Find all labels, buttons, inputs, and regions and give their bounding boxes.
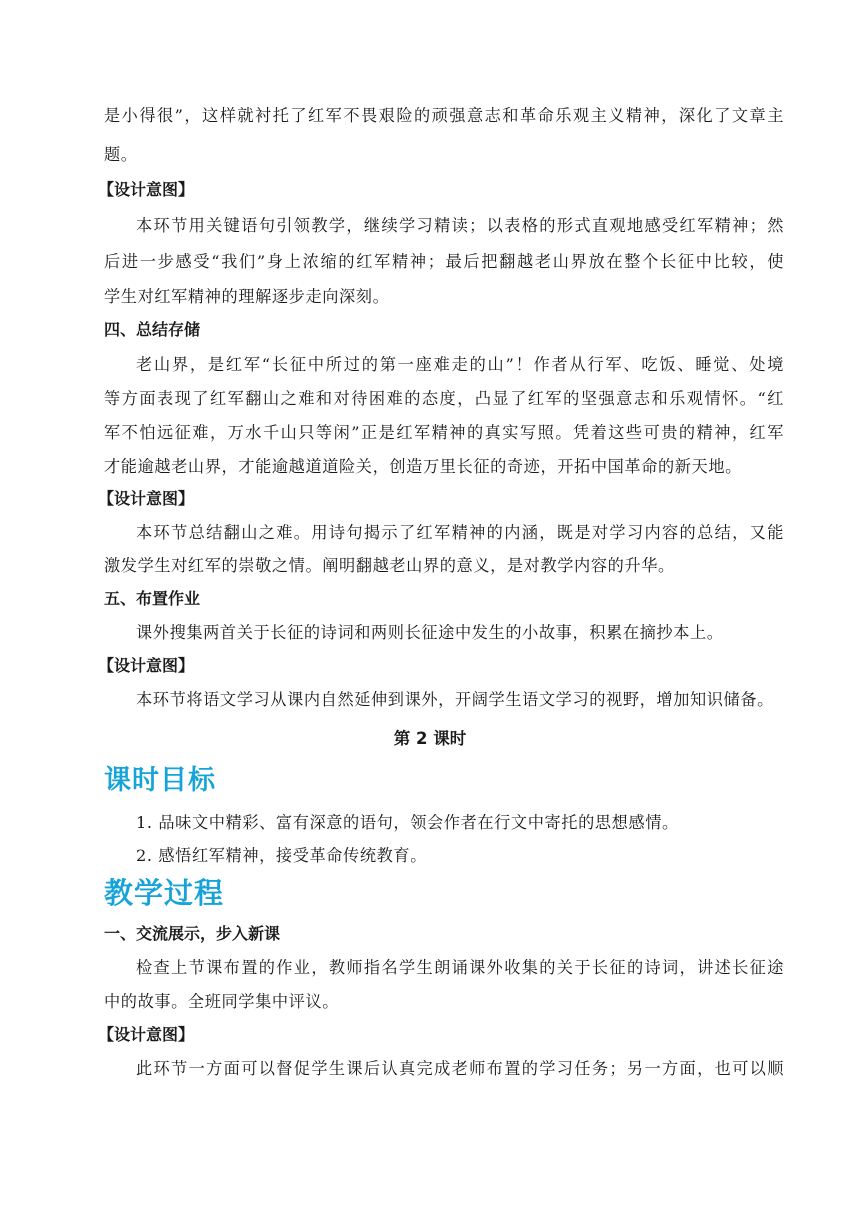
paragraph-line: 题。: [104, 145, 138, 164]
paragraph-line: 检查上节课布置的作业，教师指名学生朗诵课外收集的关于长征的诗词，讲述长征途: [136, 958, 784, 977]
paragraph-line: 老山界，是红军“长征中所过的第一座难走的山”！作者从行军、吃饭、睡觉、处境: [136, 355, 784, 374]
objectives-title: 课时目标: [104, 765, 216, 796]
design-intent-heading: 【设计意图】: [98, 1025, 195, 1044]
paragraph-line: 本环节总结翻山之难。用诗句揭示了红军精神的内涵，既是对学习内容的总结，又能: [136, 523, 784, 542]
design-intent-heading: 【设计意图】: [98, 656, 195, 675]
paragraph-line: 激发学生对红军的崇敬之情。阐明翻越老山界的意义，是对教学内容的升华。: [104, 556, 675, 575]
paragraph-line: 等方面表现了红军翻山之难和对待困难的态度，凸显了红军的坚强意志和乐观情怀。“红: [104, 389, 784, 408]
paragraph-line: 军不怕远征难，万水千山只等闲”正是红军精神的真实写照。凭着这些可贵的精神，红军: [104, 423, 784, 442]
paragraph-line: 本环节用关键语句引领教学，继续学习精读；以表格的形式直观地感受红军精神；然: [136, 216, 784, 235]
section-heading-summary: 四、总结存储: [104, 320, 201, 339]
paragraph-line: 是小得很”，这样就衬托了红军不畏艰险的顽强意志和革命乐观主义精神，深化了文章主: [104, 106, 784, 125]
design-intent-heading: 【设计意图】: [98, 489, 195, 508]
section-heading-intro: 一、交流展示，步入新课: [104, 924, 281, 943]
objective-item: 2. 感悟红军精神，接受革命传统教育。: [136, 846, 427, 865]
paragraph-line: 此环节一方面可以督促学生课后认真完成老师布置的学习任务；另一方面，也可以顺: [136, 1059, 784, 1078]
paragraph-line: 本环节将语文学习从课内自然延伸到课外，开阔学生语文学习的视野，增加知识储备。: [136, 690, 774, 709]
objective-item: 1. 品味文中精彩、富有深意的语句，领会作者在行文中寄托的思想感情。: [136, 813, 679, 832]
paragraph-line: 学生对红军精神的理解逐步走向深刻。: [104, 287, 390, 306]
process-title: 教学过程: [104, 876, 225, 910]
paragraph-line: 中的故事。全班同学集中评议。: [104, 992, 340, 1011]
lesson-title: 第 2 课时: [393, 729, 467, 748]
design-intent-heading: 【设计意图】: [98, 180, 195, 199]
section-heading-homework: 五、布置作业: [104, 589, 201, 608]
paragraph-line: 课外搜集两首关于长征的诗词和两则长征途中发生的小故事，积累在摘抄本上。: [136, 623, 724, 642]
paragraph-line: 后进一步感受“我们”身上浓缩的红军精神；最后把翻越老山界放在整个长征中比较，使: [104, 252, 784, 271]
paragraph-line: 才能逾越老山界，才能逾越道道险关，创造万里长征的奇迹，开拓中国革命的新天地。: [104, 457, 742, 476]
